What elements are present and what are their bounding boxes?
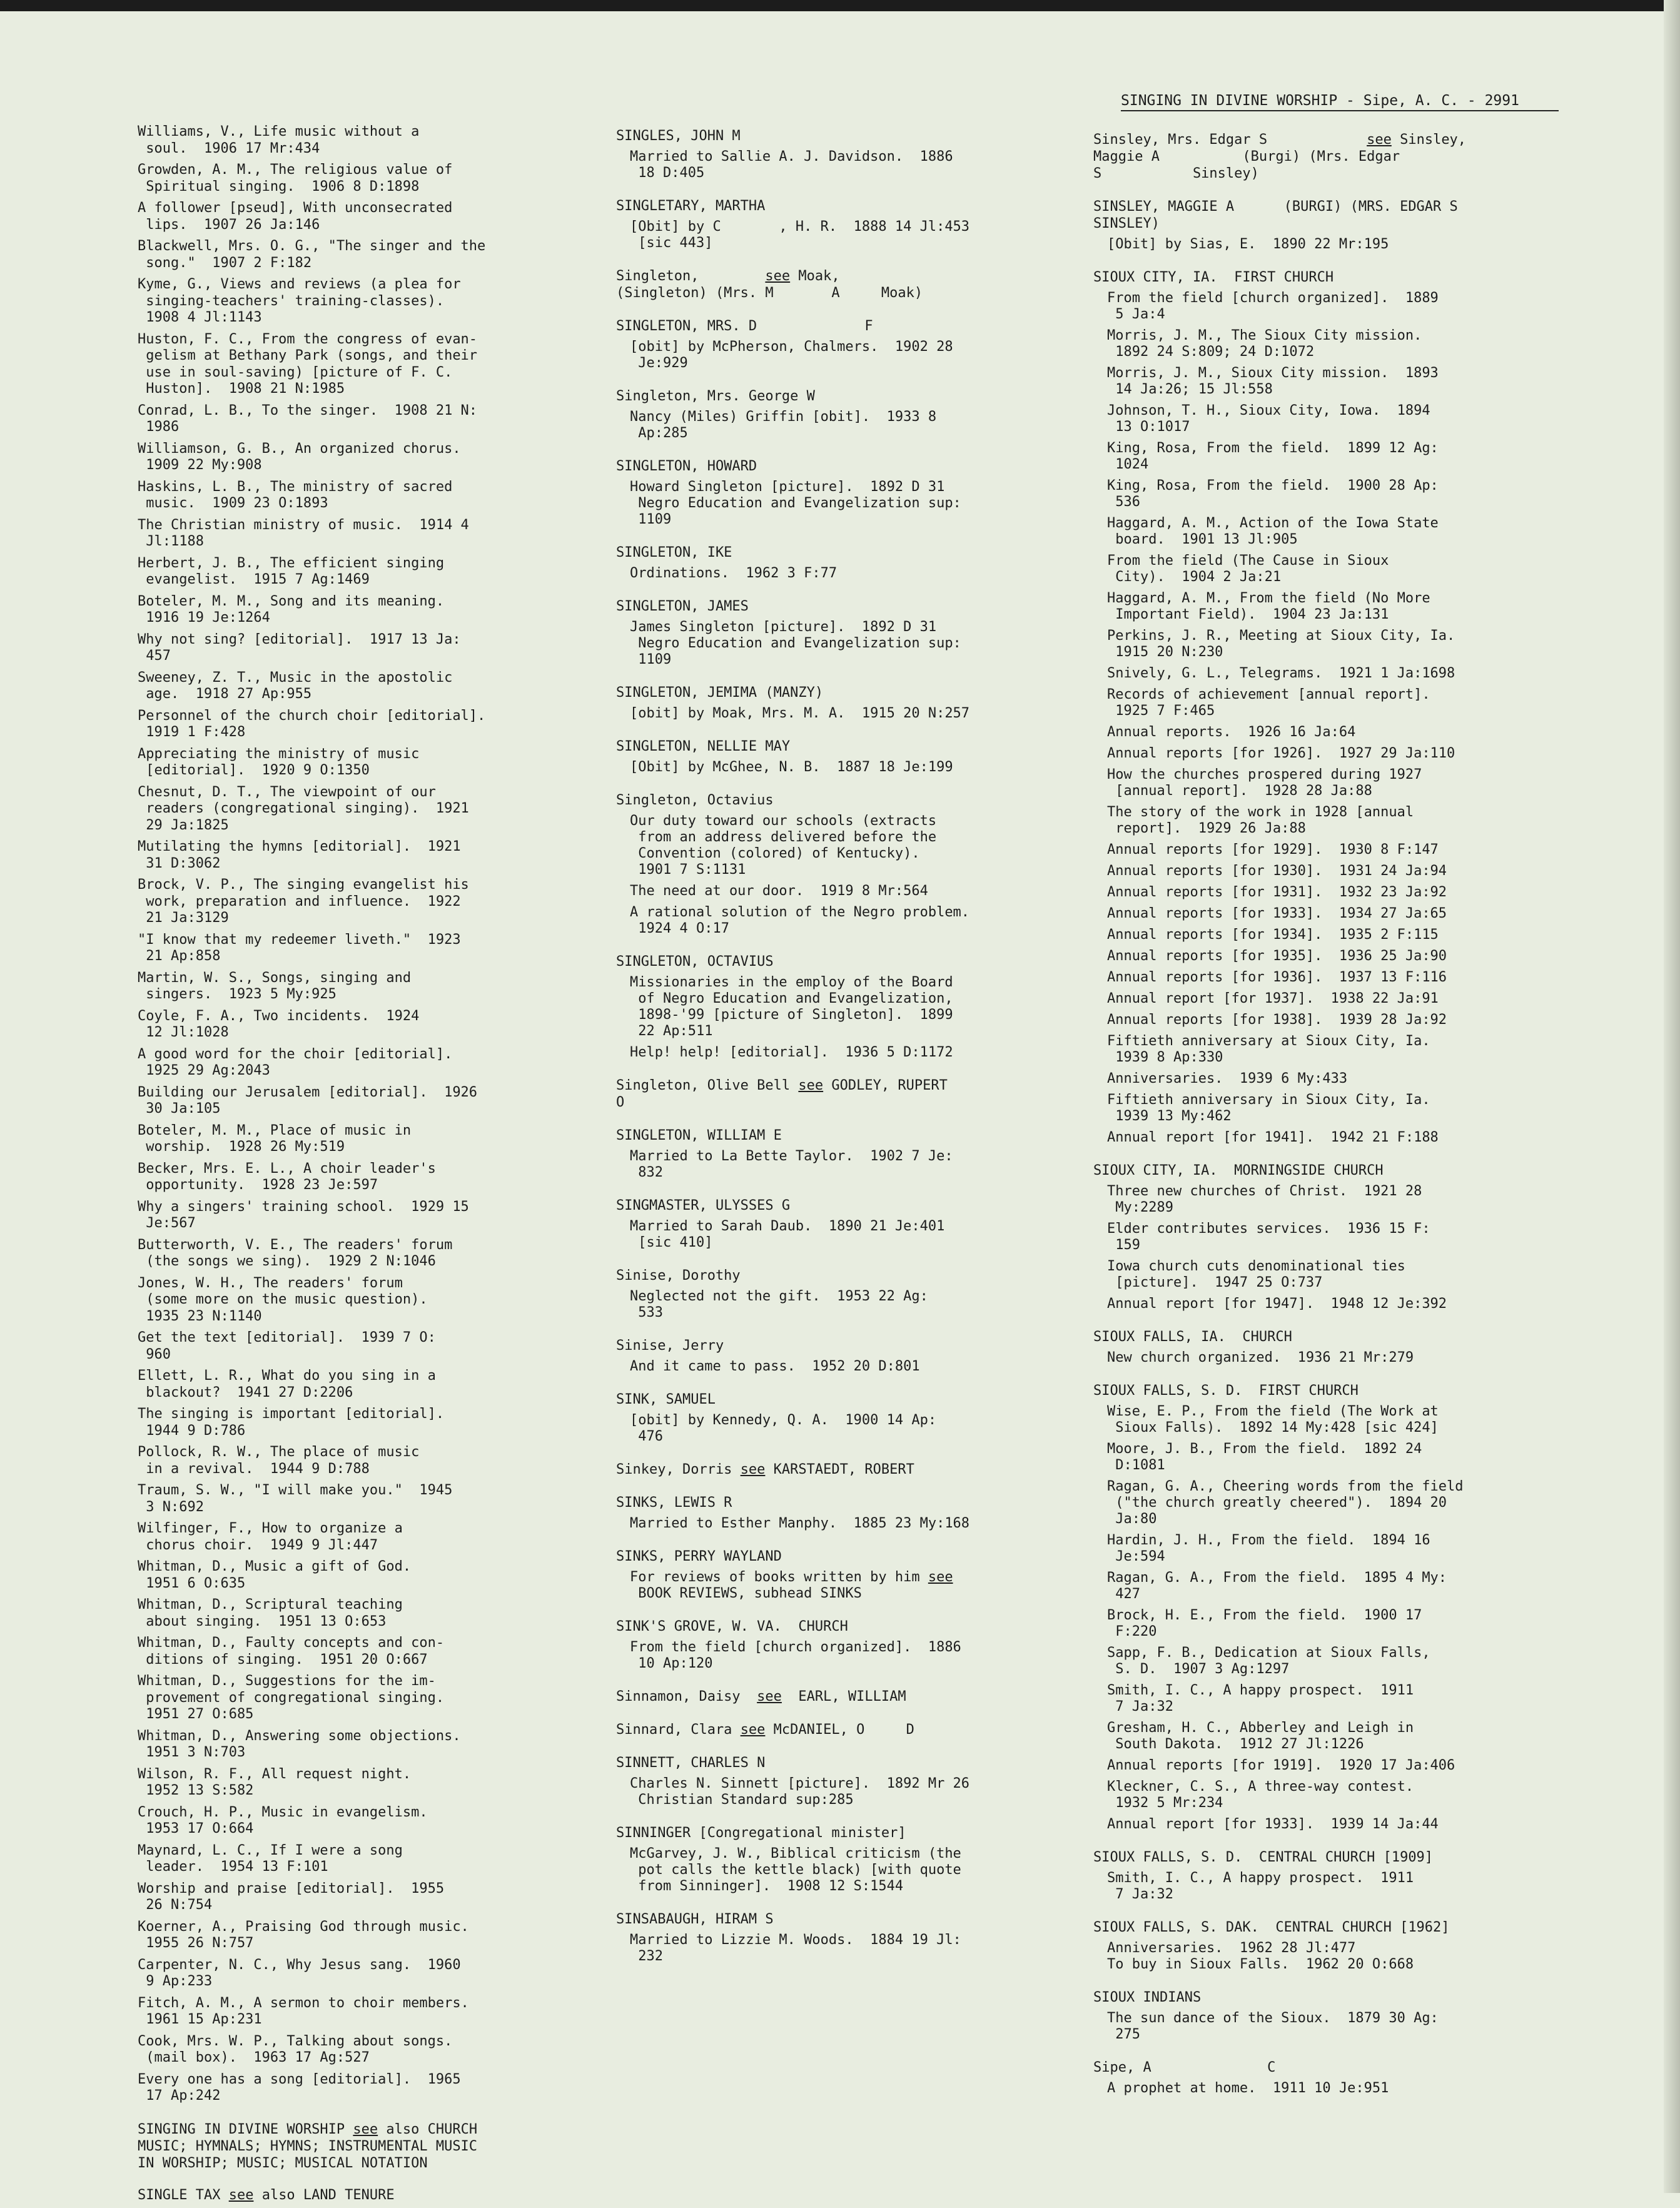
index-entry: The singing is important [editorial]. 1944 9 D:786 [138,1406,445,1439]
index-entry: Annual report [for 1947]. 1948 12 Je:392 [1107,1296,1447,1312]
index-entry: Haggard, A. M., Action of the Iowa State board. 1901 13 Jl:905 [1107,515,1439,547]
index-entry: How the churches prospered during 1927 [annual report]. 1928 28 Ja:88 [1107,767,1422,799]
index-entry: Ellett, L. R., What do you sing in a blackout? 1941 27 D:2206 [138,1368,436,1400]
index-entry: Fitch, A. M., A sermon to choir members. 1961 15 Ap:231 [138,1995,469,2027]
index-entry: Three new churches of Christ. 1921 28 My:2289 [1107,1183,1422,1215]
index-entry: Blackwell, Mrs. O. G., "The singer and the song." 1907 2 F:182 [138,238,486,271]
subject-heading: Singleton, Octavius [616,793,774,808]
index-entry: Whitman, D., Music a gift of God. 1951 6 O:635 [138,1559,412,1591]
index-entry: Annual reports [for 1931]. 1932 23 Ja:92 [1107,884,1447,900]
index-entry: Becker, Mrs. E. L., A choir leader's opportunity. 1928 23 Je:597 [138,1160,436,1193]
index-entry: Married to Lizzie M. Woods. 1884 19 Jl: 232 [630,1932,961,1964]
index-entry: Get the text [editorial]. 1939 7 O: 960 [138,1330,436,1362]
index-entry: Married to Sarah Daub. 1890 21 Je:401 [sic 410] [630,1218,945,1250]
index-entry: Annual reports [for 1933]. 1934 27 Ja:65 [1107,906,1447,921]
index-entry: Conrad, L. B., To the singer. 1908 21 N: 1986 [138,402,478,435]
subject-heading: SINGLETON, NELLIE MAY [616,739,791,754]
subject-heading: SINGLETON, HOWARD [616,458,757,474]
heading-text: Sinsley, Maggie A (Burgi) (Mrs. Edgar S Sinsley) [1093,132,1467,181]
subject-heading: SINGLETON, JAMES [616,599,749,614]
heading-text: SINGLE TAX [138,2187,229,2203]
index-entry: Wise, E. P., From the field (The Work at Sioux Falls). 1892 14 My:428 [sic 424] [1107,1404,1439,1436]
heading-text: EARL, WILLIAM [781,1689,906,1704]
index-entry: Hardin, J. H., From the field. 1894 16 Je:594 [1107,1532,1430,1564]
subject-heading: SIOUX CITY, IA. FIRST CHURCH [1093,270,1334,285]
index-entry: James Singleton [picture]. 1892 D 31 Negro Education and Evangelization sup: 1109 [630,619,961,667]
subject-heading: SINGLETON, OCTAVIUS [616,954,774,970]
index-entry: New church organized. 1936 21 Mr:279 [1107,1350,1414,1365]
index-entry: Worship and praise [editorial]. 1955 26 N:754 [138,1880,445,1913]
index-entry: Morris, J. M., The Sioux City mission. 1892 24 S:809; 24 D:1072 [1107,328,1422,360]
subject-heading: SINKS, PERRY WAYLAND [616,1549,782,1564]
subject-heading: SINGMASTER, ULYSSES G [616,1198,791,1213]
heading-text: Singleton, Olive Bell [616,1078,799,1093]
index-entry: The sun dance of the Sioux. 1879 30 Ag: 275 [1107,2010,1439,2042]
see-link[interactable]: see [757,1689,782,1704]
index-entry: Ragan, G. A., From the field. 1895 4 My: 427 [1107,1570,1447,1602]
index-entry: Brock, H. E., From the field. 1900 17 F:220 [1107,1608,1422,1639]
index-entry: Howard Singleton [picture]. 1892 D 31 Negro Education and Evangelization sup: 1109 [630,479,961,527]
subject-heading: SINKS, LEWIS R [616,1495,732,1511]
index-entry: Married to Sallie A. J. Davidson. 1886 18 D:405 [630,149,953,181]
see-link[interactable]: see [740,1462,766,1477]
index-entry: Carpenter, N. C., Why Jesus sang. 1960 9 Ap:233 [138,1957,461,1989]
subject-heading: Sinise, Jerry [616,1338,724,1354]
index-entry: Annual report [for 1933]. 1939 14 Ja:44 [1107,1816,1439,1832]
index-entry: Pollock, R. W., The place of music in a revival. 1944 9 D:788 [138,1444,420,1477]
subject-heading: SINK, SAMUEL [616,1392,716,1407]
index-entry: Annual report [for 1937]. 1938 22 Ja:91 [1107,991,1439,1006]
see-link[interactable]: see [765,268,791,284]
index-entry: From the field [church organized]. 1886 10 Ap:120 [630,1639,961,1671]
index-entry: Missionaries in the employ of the Board of Negro Education and Evangelization, 1898-'99 [picture of Singleton]. 1899 22 Ap:511 [630,975,953,1039]
heading-text: KARSTAEDT, ROBERT [765,1462,914,1477]
index-entry: Cook, Mrs. W. P., Talking about songs. (mail box). 1963 17 Ag:527 [138,2033,453,2065]
index-entry: A follower [pseud], With unconsecrated lips. 1907 26 Ja:146 [138,200,453,233]
index-entry: A prophet at home. 1911 10 Je:951 [1107,2080,1389,2096]
subject-heading: SIOUX FALLS, IA. CHURCH [1093,1329,1292,1345]
index-entry: Herbert, J. B., The efficient singing evangelist. 1915 7 Ag:1469 [138,555,445,587]
heading-text: Sinnamon, Daisy [616,1689,757,1704]
index-entry: Boteler, M. M., Place of music in worship. 1928 26 My:519 [138,1122,412,1155]
heading-text: Sinnard, Clara [616,1722,741,1738]
entry-text: For reviews of books written by him [630,1569,928,1585]
index-entry: Iowa church cuts denominational ties [picture]. 1947 25 O:737 [1107,1258,1405,1290]
heading-text: also LAND TENURE [253,2187,395,2203]
index-entry: Wilson, R. F., All request night. 1952 13 S:582 [138,1766,412,1798]
entry-list [138,124,575,2105]
see-link[interactable]: see [740,1722,766,1738]
index-entry: Why a singers' training school. 1929 15 Je:567 [138,1198,469,1231]
index-entry: Ragan, G. A., Cheering words from the field ("the church greatly cheered"). 1894 20 Ja:80 [1107,1479,1464,1527]
index-entry: Annual reports [for 1938]. 1939 28 Ja:92 [1107,1012,1447,1028]
index-entry: Haggard, A. M., From the field (No More Important Field). 1904 23 Ja:131 [1107,590,1430,622]
heading-text: SINGING IN DIVINE WORSHIP [138,2121,353,2137]
index-entry: Maynard, L. C., If I were a song leader. 1954 13 F:101 [138,1842,403,1875]
index-entry: Annual reports. 1926 16 Ja:64 [1107,724,1356,740]
index-entry: Boteler, M. M., Song and its meaning. 1916 19 Je:1264 [138,593,445,625]
index-entry: From the field [church organized]. 1889 5 Ja:4 [1107,290,1439,322]
index-entry: Mutilating the hymns [editorial]. 1921 31 D:3062 [138,839,461,871]
single-tax-heading [138,2187,575,2204]
index-entry: Morris, J. M., Sioux City mission. 1893 14 Ja:26; 15 Jl:558 [1107,365,1439,397]
index-entry: Growden, A. M., The religious value of Spiritual singing. 1906 8 D:1898 [138,162,453,195]
index-entry: Whitman, D., Answering some objections. 1951 3 N:703 [138,1728,461,1760]
index-entry: From the field (The Cause in Sioux City). 1904 2 Ja:21 [1107,553,1389,585]
index-entry: Help! help! [editorial]. 1936 5 D:1172 [630,1045,953,1060]
heading-text: McDANIEL, O D [765,1722,914,1738]
entry-text: BOOK REVIEWS, subhead SINKS [638,1586,862,1601]
index-entry: [obit] by McPherson, Chalmers. 1902 28 Je:929 [630,339,953,371]
index-entry: Neglected not the gift. 1953 22 Ag: 533 [630,1289,928,1320]
heading-text: also CHURCH MUSIC; HYMNALS; HYMNS; INSTRUMENTAL MUSIC IN WORSHIP; MUSIC; MUSICAL NOTATION [138,2121,478,2171]
subject-heading: SINSABAUGH, HIRAM S [616,1912,774,1927]
index-entry: Annual reports [for 1934]. 1935 2 F:115 [1107,927,1439,943]
subject-heading: SINNETT, CHARLES N [616,1755,766,1771]
column-right [1093,131,1569,2102]
index-entry: Traum, S. W., "I will make you." 1945 3 N:692 [138,1482,453,1515]
index-entry: Gresham, H. C., Abberley and Leigh in South Dakota. 1912 27 Jl:1226 [1107,1720,1414,1752]
index-entry: Annual reports [for 1930]. 1931 24 Ja:94 [1107,863,1447,879]
column-middle [616,128,1054,1970]
see-also-heading [138,2121,575,2172]
index-entry: The Christian ministry of music. 1914 4 Jl:1188 [138,517,469,549]
index-entry: Whitman, D., Scriptural teaching about singing. 1951 13 O:653 [138,1597,403,1629]
index-entry: Annual reports [for 1926]. 1927 29 Ja:110 [1107,746,1455,761]
index-entry: Sweeney, Z. T., Music in the apostolic age. 1918 27 Ap:955 [138,669,453,702]
subject-heading: SINGLETARY, MARTHA [616,198,766,214]
index-entry: Wilfinger, F., How to organize a chorus choir. 1949 9 Jl:447 [138,1521,403,1553]
subject-heading: SIOUX INDIANS [1093,1990,1202,2005]
page-gutter-shadow [1664,0,1680,2193]
index-entry: Building our Jerusalem [editorial]. 1926 30 Ja:105 [138,1084,478,1117]
index-entry: The story of the work in 1928 [annual report]. 1929 26 Ja:88 [1107,804,1414,836]
index-entry: King, Rosa, From the field. 1900 28 Ap: 536 [1107,478,1439,510]
heading-text: Sinkey, Dorris [616,1462,741,1477]
subject-heading: SINSLEY, MAGGIE A (BURGI) (MRS. EDGAR S SINSLEY) [1093,199,1458,231]
index-entry: Coyle, F. A., Two incidents. 1924 12 Jl:1028 [138,1008,420,1040]
see-link[interactable]: see [798,1078,824,1093]
subject-heading [616,268,1054,301]
index-entry: King, Rosa, From the field. 1899 12 Ag: 1024 [1107,440,1439,472]
index-entry: Nancy (Miles) Griffin [obit]. 1933 8 Ap:285 [630,409,937,441]
subject-heading: SINNINGER [Congregational minister] [616,1825,906,1841]
index-entry: [obit] by Kennedy, Q. A. 1900 14 Ap: 476 [630,1412,937,1444]
index-entry: Williamson, G. B., An organized chorus. 1909 22 My:908 [138,440,461,473]
index-entry: Butterworth, V. E., The readers' forum (the songs we sing). 1929 2 N:1046 [138,1237,453,1269]
see-link[interactable]: see [928,1569,953,1585]
entry-list [1093,1183,1569,1312]
index-entry: Brock, V. P., The singing evangelist his work, preparation and influence. 1922 21 Ja:3129 [138,877,469,926]
subject-heading: SINGLES, JOHN M [616,128,741,144]
index-entry: Why not sing? [editorial]. 1917 13 Ja: 457 [138,631,461,664]
index-entry: McGarvey, J. W., Biblical criticism (the pot calls the kettle black) [with quote from Sinninger]. 1908 12 S:1544 [630,1846,961,1894]
subject-heading: SINGLETON, MRS. D F [616,318,873,334]
index-entry: And it came to pass. 1952 20 D:801 [630,1359,920,1374]
index-entry: Personnel of the church choir [editorial]. 1919 1 F:428 [138,707,486,740]
see-link[interactable]: see [228,2187,254,2203]
subject-heading [616,1077,1054,1111]
index-entry: Anniversaries. 1939 6 My:433 [1107,1071,1348,1086]
scan-top-edge [0,0,1680,11]
index-entry: Whitman, D., Faulty concepts and con- ditions of singing. 1951 20 O:667 [138,1635,445,1668]
heading-text: Sinsley, Mrs. Edgar S [1093,132,1367,148]
subject-heading: SINGLETON, IKE [616,545,732,560]
index-entry: Sapp, F. B., Dedication at Sioux Falls, S. D. 1907 3 Ag:1297 [1107,1645,1430,1677]
subject-heading: SINGLETON, WILLIAM E [616,1128,782,1143]
heading-text: GODLEY, RUPERT O [616,1078,948,1110]
index-entry: Whitman, D., Suggestions for the im- provement of congregational singing. 1951 27 O:685 [138,1673,445,1722]
subject-heading [1093,131,1569,182]
index-entry: Johnson, T. H., Sioux City, Iowa. 1894 13 O:1017 [1107,403,1430,435]
index-entry: Anniversaries. 1962 28 Jl:477 To buy in Sioux Falls. 1962 20 O:668 [1107,1940,1414,1972]
index-entry: Annual reports [for 1929]. 1930 8 F:147 [1107,842,1439,858]
index-entry: Married to Esther Manphy. 1885 23 My:168 [630,1516,970,1531]
see-link[interactable]: see [353,2121,378,2137]
entry-list [1093,1404,1569,1833]
index-entry: Records of achievement [annual report]. 1925 7 F:465 [1107,687,1430,719]
index-entry: [obit] by Moak, Mrs. M. A. 1915 20 N:257 [630,706,970,721]
index-entry: [Obit] by McGhee, N. B. 1887 18 Je:199 [630,759,953,775]
index-entry: Our duty toward our schools (extracts from an address delivered before the Convention (colored) of Kentucky). 1901 7 S:1131 [630,813,937,878]
index-entry: Elder contributes services. 1936 15 F: 159 [1107,1221,1430,1253]
subject-heading: Sipe, A C [1093,2060,1276,2075]
column-left [138,124,575,2208]
index-entry: Jones, W. H., The readers' forum (some more on the music question). 1935 23 N:1140 [138,1275,428,1324]
index-entry: Chesnut, D. T., The viewpoint of our readers (congregational singing). 1921 29 Ja:1825 [138,784,469,833]
index-entry: Snively, G. L., Telegrams. 1921 1 Ja:1698 [1107,666,1455,681]
subject-heading: SINGLETON, JEMIMA (MANZY) [616,685,824,701]
index-entry: Williams, V., Life music without a soul. 1906 17 Mr:434 [138,124,420,156]
index-entry: Annual reports [for 1936]. 1937 13 F:116 [1107,970,1447,985]
subject-heading: Sinise, Dorothy [616,1268,741,1284]
subject-heading [616,1721,1054,1738]
subject-heading: Singleton, Mrs. George W [616,388,815,404]
running-head: SINGING IN DIVINE WORSHIP - Sipe, A. C. - 2991 [1121,93,1559,111]
index-entry: Huston, F. C., From the congress of evan- gelism at Bethany Park (songs, and their use in soul-saving) [picture of F. C. Huston]. 1908 21 N:1985 [138,331,478,397]
index-entry: Fiftieth anniversary in Sioux City, Ia. 1939 13 My:462 [1107,1092,1430,1124]
heading-text: Singleton, [616,268,766,284]
index-entry: "I know that my redeemer liveth." 1923 21 Ap:858 [138,931,461,964]
index-entry: Appreciating the ministry of music [editorial]. 1920 9 O:1350 [138,746,420,778]
subject-heading: SIOUX FALLS, S. DAK. CENTRAL CHURCH [1962] [1093,1920,1450,1935]
index-entry: The need at our door. 1919 8 Mr:564 [630,883,928,899]
index-entry: Ordinations. 1962 3 F:77 [630,565,837,581]
index-entry: Fiftieth anniversary at Sioux City, Ia. 1939 8 Ap:330 [1107,1033,1430,1065]
index-entry: Haskins, L. B., The ministry of sacred music. 1909 23 O:1893 [138,479,453,511]
index-entry: Annual report [for 1941]. 1942 21 F:188 [1107,1130,1439,1145]
index-entry [630,1569,1054,1602]
subject-heading: SIOUX FALLS, S. D. FIRST CHURCH [1093,1383,1359,1399]
index-entry: [Obit] by C , H. R. 1888 14 Jl:453 [sic 443] [630,219,970,251]
index-entry: Smith, I. C., A happy prospect. 1911 7 Ja:32 [1107,1870,1414,1902]
index-entry: Charles N. Sinnett [picture]. 1892 Mr 26 Christian Standard sup:285 [630,1776,970,1808]
index-entry: Kyme, G., Views and reviews (a plea for singing-teachers' training-classes). 1908 4 Jl:1143 [138,276,461,325]
entry-list [1093,290,1569,1146]
subject-heading [616,1461,1054,1478]
index-entry: Annual reports [for 1919]. 1920 17 Ja:406 [1107,1758,1455,1773]
index-entry: [Obit] by Sias, E. 1890 22 Mr:195 [1107,236,1389,252]
index-entry: A good word for the choir [editorial]. 1925 29 Ag:2043 [138,1046,453,1078]
index-entry: Kleckner, C. S., A three-way contest. 1932 5 Mr:234 [1107,1779,1414,1811]
index-entry: Annual reports [for 1935]. 1936 25 Ja:90 [1107,948,1447,964]
index-entry: Crouch, H. P., Music in evangelism. 1953 17 O:664 [138,1804,428,1836]
index-entry: Koerner, A., Praising God through music. 1955 26 N:757 [138,1918,469,1951]
index-entry: Perkins, J. R., Meeting at Sioux City, Ia. 1915 20 N:230 [1107,628,1455,660]
subject-heading [616,1688,1054,1705]
index-entry: Moore, J. B., From the field. 1892 24 D:1081 [1107,1441,1422,1473]
see-link[interactable]: see [1367,132,1392,148]
index-entry: A rational solution of the Negro problem. 1924 4 O:17 [630,904,970,936]
subject-heading: SINK'S GROVE, W. VA. CHURCH [616,1619,848,1634]
subject-heading: SIOUX FALLS, S. D. CENTRAL CHURCH [1909] [1093,1850,1434,1865]
index-entry: Married to La Bette Taylor. 1902 7 Je: 832 [630,1148,953,1180]
index-entry: Martin, W. S., Songs, singing and singers. 1923 5 My:925 [138,970,412,1002]
index-entry: Every one has a song [editorial]. 1965 17 Ap:242 [138,2071,461,2104]
subject-heading: SIOUX CITY, IA. MORNINGSIDE CHURCH [1093,1163,1384,1178]
heading-text: Moak, (Singleton) (Mrs. M A Moak) [616,268,923,301]
index-entry: Smith, I. C., A happy prospect. 1911 7 Ja:32 [1107,1683,1414,1714]
